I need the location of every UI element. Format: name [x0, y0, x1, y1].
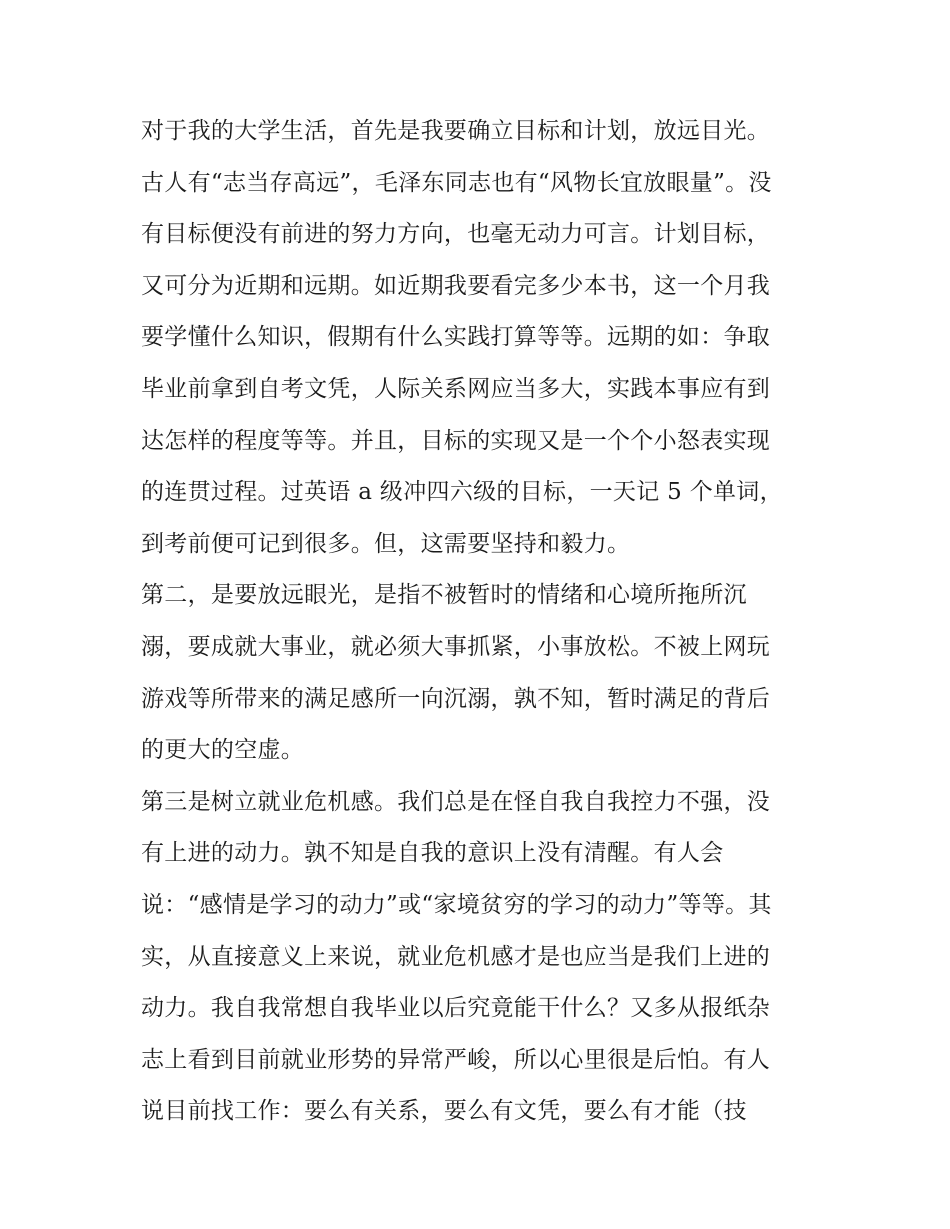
text-line: 对于我的大学生活，首先是我要确立目标和计划，放远目光。	[141, 118, 771, 144]
text-line: 达怎样的程度等等。并且，目标的实现又是一个个小怒表实现	[141, 427, 771, 454]
body-text	[141, 106, 821, 1138]
text-line: 溺，要成就大事业，就必须大事抓紧，小事放松。不被上网玩	[141, 633, 771, 660]
text-line: 第三是树立就业危机感。我们总是在怪自我自我控力不强，没	[141, 788, 771, 815]
text-line: 要学懂什么知识，假期有什么实践打算等等。远期的如：争取	[141, 324, 771, 351]
text-line: 实，从直接意义上来说，就业危机感才是也应当是我们上进的	[141, 943, 771, 970]
text-line: 动力。我自我常想自我毕业以后究竟能干什么？又多从报纸杂	[141, 995, 771, 1022]
text-line: 志上看到目前就业形势的异常严峻，所以心里很是后怕。有人	[141, 1046, 771, 1073]
text-line: 有上进的动力。孰不知是自我的意识上没有清醒。有人会	[141, 840, 724, 867]
text-line: 又可分为近期和远期。如近期我要看完多少本书，这一个月我	[141, 272, 771, 299]
text-line: 第二，是要放远眼光，是指不被暂时的情绪和心境所拖所沉	[141, 582, 747, 609]
text-line: 说目前找工作：要么有关系，要么有文凭，要么有才能（技	[141, 1098, 747, 1125]
text-line: 说：“感情是学习的动力”或“家境贫穷的学习的动力”等等。其	[141, 891, 772, 918]
text-line: 的连贯过程。过英语 a 级冲四六级的目标，一天记 5 个单词，	[141, 479, 783, 506]
text-line: 的更大的空虚。	[141, 737, 305, 764]
text-line: 有目标便没有前进的努力方向，也毫无动力可言。计划目标，	[141, 221, 771, 248]
text-line: 到考前便可记到很多。但，这需要坚持和毅力。	[141, 530, 631, 557]
text-line: 古人有“志当存高远”，毛泽东同志也有“风物长宜放眼量”。没	[141, 169, 772, 196]
text-line: 游戏等所带来的满足感所一向沉溺，孰不知，暂时满足的背后	[141, 685, 771, 712]
text-line: 毕业前拿到自考文凭，人际关系网应当多大，实践本事应有到	[141, 375, 771, 402]
